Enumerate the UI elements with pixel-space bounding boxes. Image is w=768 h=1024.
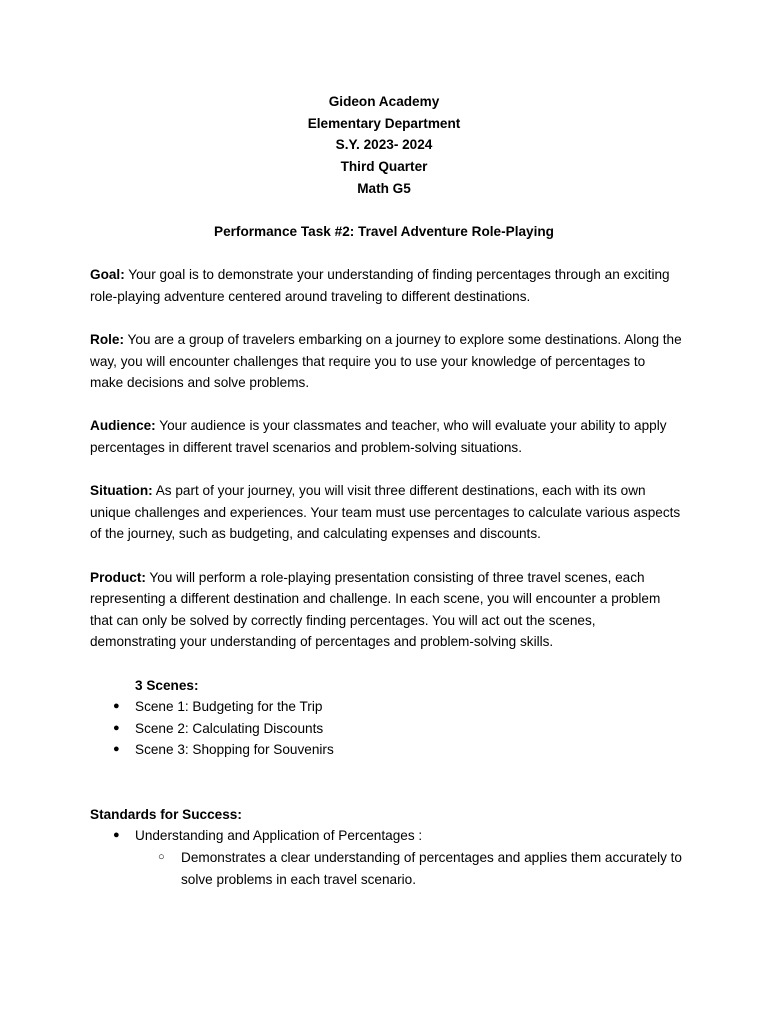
- standard-1-label: Understanding and Application of Percentages :: [135, 828, 423, 844]
- scenes-heading: 3 Scenes:: [135, 677, 199, 693]
- list-item: [90, 696, 682, 718]
- situation-paragraph: [90, 480, 682, 545]
- scene-3-text: Scene 3: Shopping for Souvenirs: [135, 742, 334, 758]
- scene-1-text: Scene 1: Budgeting for the Trip: [135, 699, 323, 715]
- subject: Math G5: [357, 180, 411, 196]
- list-item: [90, 718, 682, 740]
- list-item: [90, 739, 682, 761]
- standards-list: [90, 825, 682, 847]
- document-content: [90, 91, 682, 890]
- standards-section: [90, 804, 682, 890]
- standard-1-sub-1-text: Demonstrates a clear understanding of percentages and applies them accurately to solve problems in each travel scenario.: [181, 850, 682, 887]
- hollow-bullet-icon: ○: [158, 851, 165, 864]
- task-title: Performance Task #2: Travel Adventure Role-Playing: [214, 224, 554, 240]
- standards-sub-list: [90, 847, 682, 890]
- department-name: Elementary Department: [307, 115, 461, 131]
- bullet-icon: ●: [113, 829, 120, 842]
- bullet-icon: ●: [113, 700, 120, 713]
- scene-2-text: Scene 2: Calculating Discounts: [135, 720, 324, 736]
- audience-text: Your audience is your classmates and teacher, who will evaluate your ability to apply percentages in different travel scenarios and problem-solving situations.: [90, 418, 667, 455]
- school-year: S.Y. 2023- 2024: [335, 137, 433, 153]
- scenes-list: [90, 696, 682, 761]
- role-paragraph: [90, 329, 682, 394]
- situation-text: As part of your journey, you will visit three different destinations, each with its own unique challenges and experiences. Your team must use percentages to calculate various aspects of the journey, such as budgeting, and calculating expenses and discounts.: [90, 483, 681, 542]
- product-label: Product:: [90, 569, 146, 585]
- school-name: Gideon Academy: [328, 94, 440, 109]
- scenes-section: [90, 675, 682, 761]
- audience-label: Audience:: [90, 418, 156, 434]
- situation-label: Situation:: [90, 483, 153, 499]
- role-label: Role:: [90, 332, 124, 347]
- goal-text: Your goal is to demonstrate your understanding of finding percentages through an exciting role-playing adventure centered around traveling to different destinations.: [90, 267, 670, 304]
- goal-label: Goal:: [90, 267, 125, 283]
- product-text: You will perform a role-playing presentation consisting of three travel scenes, each representing a different destination and challenge. In each scene, you will encounter a problem that can only be solved by correctly finding percentages. You will act out the scenes, demonstrating your understanding of percentages and problem-solving skills.: [90, 569, 661, 650]
- goal-paragraph: [90, 264, 682, 307]
- role-text: You are a group of travelers embarking on a journey to explore some destinations. Along the way, you will encounter challenges that require you to use your knowledge of percentages to make decisions and solve problems.: [90, 332, 682, 391]
- quarter: Third Quarter: [340, 159, 428, 175]
- list-item: [90, 825, 682, 847]
- audience-paragraph: [90, 415, 682, 458]
- bullet-icon: ●: [113, 721, 120, 734]
- bullet-icon: ●: [113, 743, 120, 756]
- list-item: [90, 847, 682, 890]
- standards-heading: Standards for Success:: [90, 806, 242, 822]
- product-paragraph: [90, 567, 682, 653]
- document-header: [0, 91, 768, 199]
